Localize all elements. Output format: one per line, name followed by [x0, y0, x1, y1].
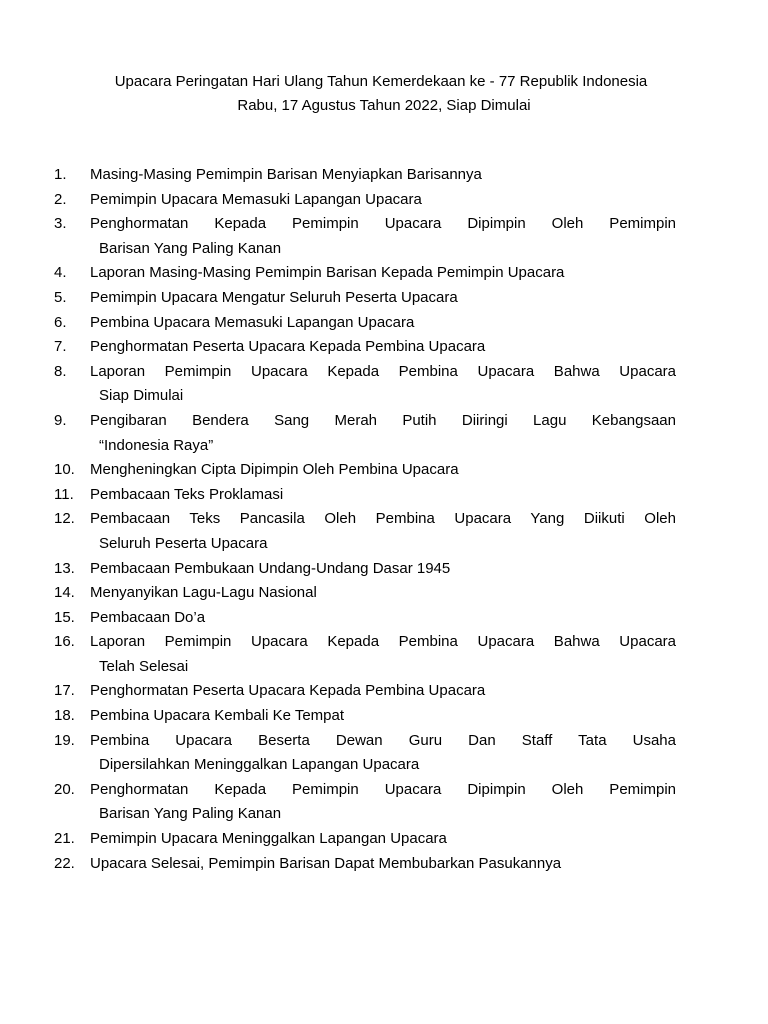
agenda-item-number: 15.: [54, 608, 75, 626]
agenda-item-text: Pemimpin Upacara Memasuki Lapangan Upacara: [90, 190, 422, 208]
agenda-item: [54, 606, 676, 631]
agenda-item-number: 11.: [54, 485, 74, 503]
agenda-item-number: 3.: [54, 215, 67, 233]
agenda-item: [54, 163, 676, 188]
agenda-item-text: Upacara Selesai, Pemimpin Barisan Dapat Membubarkan Pasukannya: [90, 854, 562, 872]
agenda-item-text: Pembina Upacara Memasuki Lapangan Upacara: [90, 313, 415, 331]
document-title-line-2: Rabu, 17 Agustus Tahun 2022, Siap Dimulai: [237, 97, 531, 114]
agenda-item-text: Pemimpin Upacara Meninggalkan Lapangan Upacara: [90, 830, 447, 848]
agenda-item-number: 7.: [54, 338, 67, 356]
agenda-item-text-continuation: Barisan Yang Paling Kanan: [99, 805, 282, 823]
agenda-item-number: 14.: [54, 584, 75, 602]
agenda-item-number: 8.: [54, 362, 67, 380]
agenda-item-number: 12.: [54, 510, 75, 528]
agenda-item: [54, 311, 676, 336]
agenda-item-number: 1.: [54, 166, 67, 183]
agenda-item: [54, 630, 676, 679]
agenda-item-text: Menyanyikan Lagu-Lagu Nasional: [90, 584, 317, 602]
agenda-item: [54, 212, 676, 261]
agenda-item-text: Masing-Masing Pemimpin Barisan Menyiapkan Barisannya: [90, 166, 482, 183]
agenda-item-number: 4.: [54, 264, 67, 282]
agenda-item-text: Pembacaan Pembukaan Undang-Undang Dasar 1945: [90, 559, 451, 577]
agenda-item-text: Pembacaan Teks Proklamasi: [90, 485, 284, 503]
agenda-item: [54, 483, 676, 508]
agenda-item: [54, 778, 676, 827]
agenda-item-number: 21.: [54, 830, 75, 848]
agenda-item: [54, 261, 676, 286]
agenda-item: [54, 852, 676, 877]
agenda-item-text: Pembacaan Do’a: [90, 608, 206, 626]
agenda-item-text-continuation: Telah Selesai: [99, 657, 189, 675]
agenda-item: [54, 557, 676, 582]
agenda-item-text: Pengibaran Bendera Sang Merah Putih Diiringi Lagu Kebangsaan: [90, 411, 676, 429]
agenda-item-text-continuation: “Indonesia Raya”: [99, 436, 214, 454]
agenda-item-number: 2.: [54, 190, 67, 208]
agenda-item-text-continuation: Barisan Yang Paling Kanan: [99, 239, 282, 257]
agenda-item-text: Penghormatan Peserta Upacara Kepada Pembina Upacara: [90, 682, 486, 700]
agenda-item: [54, 409, 676, 458]
agenda-item: [54, 507, 676, 556]
agenda-item: [54, 458, 676, 483]
agenda-item-number: 9.: [54, 411, 67, 429]
agenda-item: [54, 360, 676, 409]
agenda-item-number: 10.: [54, 461, 75, 479]
agenda-item-text: Pembina Upacara Kembali Ke Tempat: [90, 707, 345, 725]
agenda-item: [54, 286, 676, 311]
agenda-item: [54, 188, 676, 213]
agenda-item-text: Pemimpin Upacara Mengatur Seluruh Peserta Upacara: [90, 288, 458, 306]
agenda-item-text: Laporan Pemimpin Upacara Kepada Pembina Upacara Bahwa Upacara: [90, 362, 676, 380]
agenda-item-number: 5.: [54, 288, 67, 306]
agenda-item: [54, 581, 676, 606]
agenda-item-number: 22.: [54, 854, 75, 872]
agenda-item: [54, 679, 676, 704]
agenda-item-number: 17.: [54, 682, 75, 700]
agenda-item-text: Laporan Pemimpin Upacara Kepada Pembina Upacara Bahwa Upacara: [90, 633, 676, 651]
agenda-item-text-continuation: Dipersilahkan Meninggalkan Lapangan Upacara: [99, 756, 420, 774]
agenda-item-text: Pembina Upacara Beserta Dewan Guru Dan Staff Tata Usaha: [90, 731, 676, 749]
agenda-item-text: Penghormatan Peserta Upacara Kepada Pembina Upacara: [90, 338, 486, 356]
agenda-item-text-continuation: Seluruh Peserta Upacara: [99, 534, 268, 552]
agenda-item: [54, 335, 676, 360]
agenda-item-number: 19.: [54, 731, 75, 749]
agenda-item-number: 16.: [54, 633, 75, 651]
agenda-item-number: 6.: [54, 313, 67, 331]
agenda-item-text: Penghormatan Kepada Pemimpin Upacara Dipimpin Oleh Pemimpin: [90, 215, 676, 233]
agenda-item-number: 13.: [54, 559, 75, 577]
agenda-item-text: Mengheningkan Cipta Dipimpin Oleh Pembina Upacara: [90, 461, 459, 479]
agenda-item-number: 18.: [54, 707, 75, 725]
agenda-item: [54, 729, 676, 778]
agenda-item: [54, 827, 676, 852]
agenda-item-text: Penghormatan Kepada Pemimpin Upacara Dipimpin Oleh Pemimpin: [90, 780, 676, 798]
agenda-item-text-continuation: Siap Dimulai: [99, 387, 184, 405]
agenda-item-text: Laporan Masing-Masing Pemimpin Barisan Kepada Pemimpin Upacara: [90, 264, 565, 282]
document-header: [0, 70, 768, 118]
agenda-list: [54, 163, 676, 876]
document-title-line-1: Upacara Peringatan Hari Ulang Tahun Kemerdekaan ke - 77 Republik Indonesia: [114, 73, 648, 90]
agenda-item-text: Pembacaan Teks Pancasila Oleh Pembina Upacara Yang Diikuti Oleh: [90, 510, 676, 528]
agenda-item-number: 20.: [54, 780, 75, 798]
agenda-item: [54, 704, 676, 729]
